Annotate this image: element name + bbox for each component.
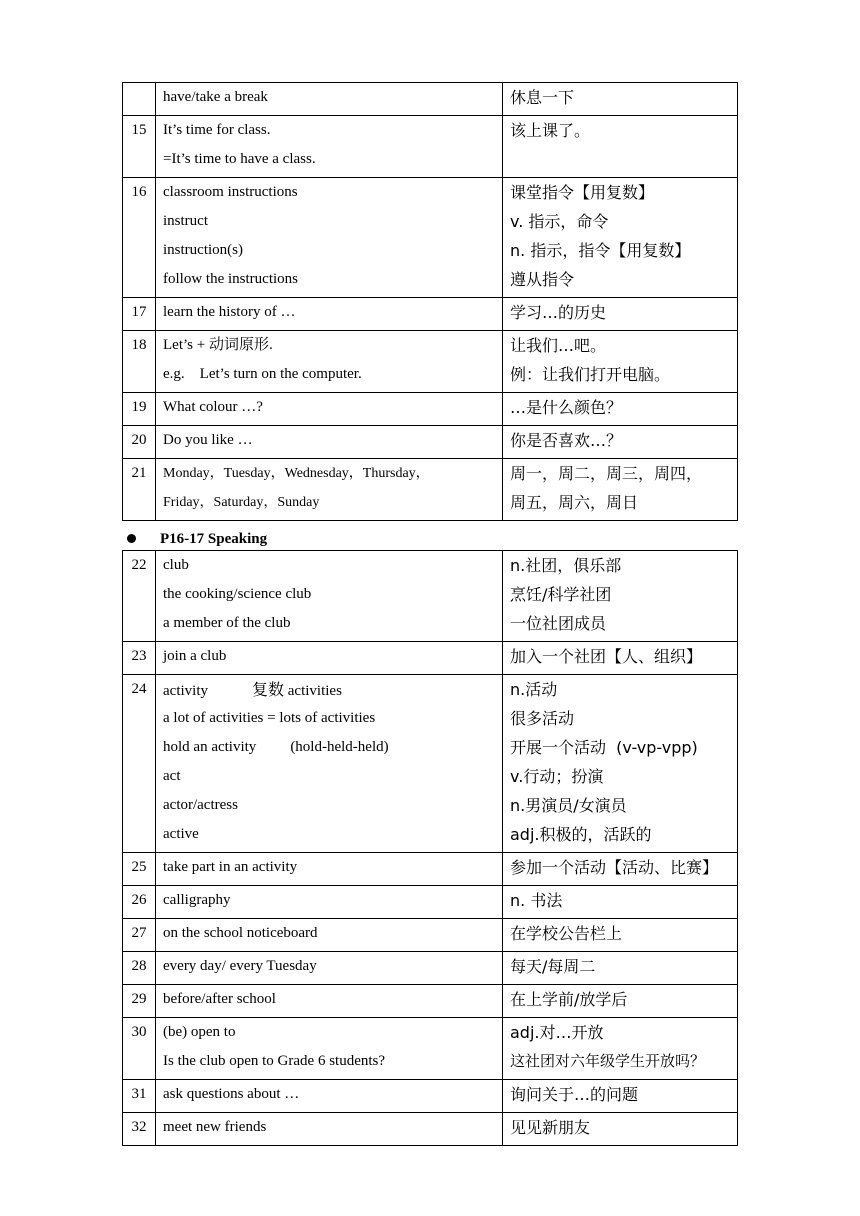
chinese-meaning: 课堂指令【用复数】 v. 指示，命令 n. 指示，指令【用复数】 遵从指令 (503, 178, 738, 298)
table-row (123, 393, 738, 426)
row-number: 15 (123, 116, 156, 178)
row-number: 23 (123, 642, 156, 675)
english-phrase: every day/ every Tuesday (156, 952, 503, 985)
table-row (123, 886, 738, 919)
chinese-meaning: 该上课了。 (503, 116, 738, 178)
chinese-meaning: 周一，周二，周三，周四， 周五，周六，周日 (503, 459, 738, 521)
chinese-meaning: n.社团，俱乐部 烹饪/科学社团 一位社团成员 (503, 551, 738, 642)
table-row (123, 985, 738, 1018)
english-phrase: learn the history of … (156, 298, 503, 331)
english-phrase: classroom instructions instruct instruction(s) follow the instructions (156, 178, 503, 298)
row-number: 25 (123, 853, 156, 886)
english-phrase: Monday，Tuesday，Wednesday，Thursday， Friday，Saturday，Sunday (156, 459, 503, 521)
table-row (123, 1113, 738, 1146)
section-heading-text: P16-17 Speaking (160, 531, 268, 547)
table-row (123, 116, 738, 178)
chinese-meaning: …是什么颜色？ (503, 393, 738, 426)
row-number: 29 (123, 985, 156, 1018)
table-row (123, 298, 738, 331)
row-number: 26 (123, 886, 156, 919)
chinese-meaning: 你是否喜欢…？ (503, 426, 738, 459)
row-number: 28 (123, 952, 156, 985)
chinese-meaning: n.活动 很多活动 开展一个活动 (v-vp-vpp) v.行动；扮演 n.男演员/女演员 adj.积极的，活跃的 (503, 675, 738, 853)
table-row (123, 331, 738, 393)
table-row (123, 551, 738, 642)
english-phrase: on the school noticeboard (156, 919, 503, 952)
english-phrase: club the cooking/science club a member of the club (156, 551, 503, 642)
english-phrase: activity 复数 activities a lot of activities = lots of activities hold an activity (hold-held-held) act actor/actress active (156, 675, 503, 853)
row-number: 31 (123, 1080, 156, 1113)
english-phrase: before/after school (156, 985, 503, 1018)
row-number: 18 (123, 331, 156, 393)
row-number: 21 (123, 459, 156, 521)
table-row (123, 178, 738, 298)
vocabulary-table-1 (122, 82, 738, 521)
table-row (123, 83, 738, 116)
table-row (123, 426, 738, 459)
table-row (123, 459, 738, 521)
english-phrase: ask questions about … (156, 1080, 503, 1113)
chinese-meaning: 询问关于…的问题 (503, 1080, 738, 1113)
row-number: 27 (123, 919, 156, 952)
chinese-meaning: 在学校公告栏上 (503, 919, 738, 952)
english-phrase: meet new friends (156, 1113, 503, 1146)
row-number: 19 (123, 393, 156, 426)
english-phrase: Let’s + 动词原形. e.g. Let’s turn on the computer. (156, 331, 503, 393)
english-phrase: have/take a break (156, 83, 503, 116)
english-phrase: calligraphy (156, 886, 503, 919)
table-row (123, 853, 738, 886)
table-row (123, 675, 738, 853)
chinese-meaning: 在上学前/放学后 (503, 985, 738, 1018)
chinese-meaning: adj.对…开放 这社团对六年级学生开放吗？ (503, 1018, 738, 1080)
row-number: 17 (123, 298, 156, 331)
section-heading (127, 528, 267, 550)
english-phrase: Do you like … (156, 426, 503, 459)
english-phrase: It’s time for class. =It’s time to have a class. (156, 116, 503, 178)
row-number (123, 83, 156, 116)
row-number: 20 (123, 426, 156, 459)
table-row (123, 1018, 738, 1080)
chinese-meaning: 参加一个活动【活动、比赛】 (503, 853, 738, 886)
chinese-meaning: 休息一下 (503, 83, 738, 116)
chinese-meaning: 让我们…吧。 例：让我们打开电脑。 (503, 331, 738, 393)
bullet-icon (127, 534, 136, 543)
row-number: 30 (123, 1018, 156, 1080)
chinese-meaning: 见见新朋友 (503, 1113, 738, 1146)
row-number: 24 (123, 675, 156, 853)
table-row (123, 642, 738, 675)
table-row (123, 952, 738, 985)
row-number: 32 (123, 1113, 156, 1146)
chinese-meaning: 每天/每周二 (503, 952, 738, 985)
english-phrase: join a club (156, 642, 503, 675)
english-phrase: take part in an activity (156, 853, 503, 886)
english-phrase: What colour …? (156, 393, 503, 426)
row-number: 16 (123, 178, 156, 298)
table-row (123, 919, 738, 952)
chinese-meaning: 加入一个社团【人、组织】 (503, 642, 738, 675)
table-row (123, 1080, 738, 1113)
row-number: 22 (123, 551, 156, 642)
chinese-meaning: 学习…的历史 (503, 298, 738, 331)
vocabulary-table-2 (122, 550, 738, 1146)
chinese-meaning: n. 书法 (503, 886, 738, 919)
english-phrase: (be) open to Is the club open to Grade 6 students? (156, 1018, 503, 1080)
